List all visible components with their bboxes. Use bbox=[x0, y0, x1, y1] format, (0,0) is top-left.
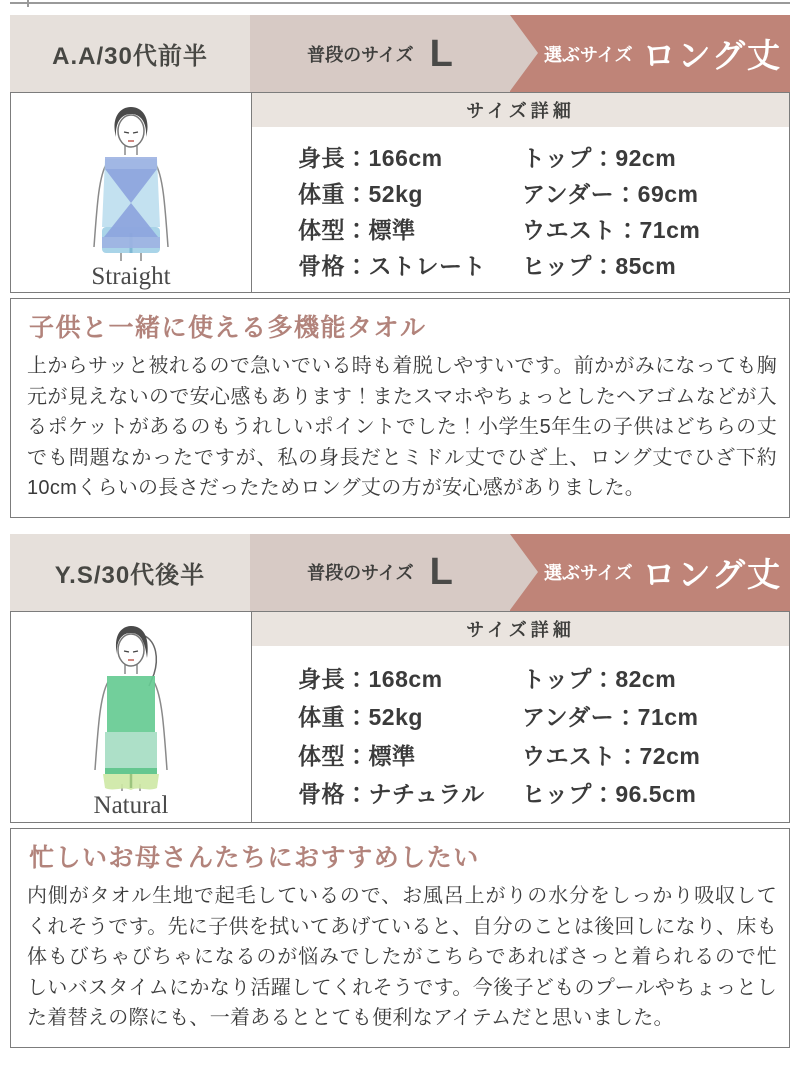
stat-under: アンダー：69cm bbox=[522, 181, 699, 208]
stat-skeleton: 骨格：ストレート bbox=[298, 252, 486, 279]
usual-size-label: 普段のサイズ bbox=[307, 44, 414, 65]
stat-height: 身長：168cm bbox=[298, 665, 443, 692]
size-detail-cell bbox=[252, 612, 789, 822]
usual-size-label: 普段のサイズ bbox=[307, 563, 414, 584]
usual-size-value: L bbox=[429, 551, 453, 594]
reviewer-name: Y.S/30代後半 bbox=[10, 534, 250, 611]
review-title: 子供と一緒に使える多機能タオル bbox=[29, 314, 427, 342]
size-stats bbox=[252, 127, 789, 292]
reviewer-header bbox=[10, 534, 790, 611]
straight-body-type-illustration bbox=[56, 105, 206, 263]
chosen-size-label: 選ぶサイズ bbox=[544, 44, 633, 65]
size-detail-cell bbox=[252, 93, 789, 292]
stats-column-left bbox=[298, 139, 522, 282]
reviewer-card-ys bbox=[10, 534, 790, 1048]
size-detail-title: サイズ詳細 bbox=[252, 612, 789, 646]
size-stats bbox=[252, 646, 789, 822]
size-detail-title: サイズ詳細 bbox=[252, 93, 789, 127]
stat-weight: 体重：52kg bbox=[298, 704, 423, 731]
stat-weight: 体重：52kg bbox=[298, 181, 423, 208]
stats-column-right bbox=[522, 658, 785, 812]
stat-height: 身長：166cm bbox=[298, 145, 443, 172]
size-detail-panel bbox=[10, 92, 790, 293]
usual-size-cell bbox=[250, 534, 510, 611]
chosen-size-value: ロング丈 bbox=[642, 37, 782, 74]
previous-block-divider-tick bbox=[27, 0, 29, 7]
stats-column-left bbox=[298, 658, 522, 812]
body-type-figure-cell bbox=[11, 93, 252, 292]
reviewer-name: A.A/30代前半 bbox=[10, 15, 250, 92]
stats-column-right bbox=[522, 139, 785, 282]
body-type-name: Straight bbox=[91, 262, 171, 290]
stat-top: トップ：82cm bbox=[522, 665, 677, 692]
stat-body-type: 体型：標準 bbox=[298, 216, 416, 243]
size-detail-panel bbox=[10, 611, 790, 823]
stat-top: トップ：92cm bbox=[522, 145, 677, 172]
review-body: 内側がタオル生地で起毛しているので、お風呂上がりの水分をしっかり吸収してくれそうです。先に子供を拭いてあげていると、自分のことは後回しになり、床も体もびちゃびちゃになるのが悩みでしたがこちらであればさっと着られるので忙しいバスタイムにかなり活躍してくれそうです。今後子どものプールやちょっとした着替えの際にも、一着あるととても便利なアイテムだと思いました。 bbox=[27, 884, 777, 1030]
review-title: 忙しいお母さんたちにおすすめしたい bbox=[29, 843, 480, 872]
reviewer-card-aa bbox=[10, 15, 790, 518]
stat-under: アンダー：71cm bbox=[522, 704, 699, 731]
previous-block-bottom-border bbox=[10, 0, 790, 4]
stat-skeleton: 骨格：ナチュラル bbox=[298, 781, 485, 808]
review-box bbox=[10, 828, 790, 1048]
chevron-arrow-icon bbox=[510, 15, 538, 91]
stat-hip: ヒップ：85cm bbox=[522, 252, 677, 279]
body-type-name: Natural bbox=[93, 792, 169, 820]
reviewer-header bbox=[10, 15, 790, 92]
body-type-figure-cell bbox=[11, 612, 252, 822]
review-body: 上からサッと被れるので急いでいる時も着脱しやすいです。前かがみになっても胸元が見えないので安心感もあります！またスマホやちょっとしたヘアゴムなどが入るポケットがあるのもうれしいポイントでした！小学生5年生の子供はどちらの丈でも問題なかったですが、私の身長だとミドル丈でひざ上、ロング丈でひざ下約10cmくらいの長さだったためロング丈の方が安心感がありました。 bbox=[27, 355, 777, 500]
usual-size-cell bbox=[250, 15, 510, 92]
natural-body-type-illustration bbox=[56, 624, 206, 792]
stat-waist: ウエスト：71cm bbox=[522, 216, 701, 243]
review-box bbox=[10, 298, 790, 518]
stat-body-type: 体型：標準 bbox=[298, 742, 416, 769]
chevron-arrow-icon bbox=[510, 534, 538, 610]
stat-hip: ヒップ：96.5cm bbox=[522, 781, 697, 808]
stat-waist: ウエスト：72cm bbox=[522, 742, 701, 769]
chosen-size-value: ロング丈 bbox=[642, 555, 782, 593]
usual-size-value: L bbox=[429, 32, 453, 75]
chosen-size-cell bbox=[510, 534, 790, 611]
chosen-size-cell bbox=[510, 15, 790, 92]
chosen-size-label: 選ぶサイズ bbox=[544, 563, 633, 584]
